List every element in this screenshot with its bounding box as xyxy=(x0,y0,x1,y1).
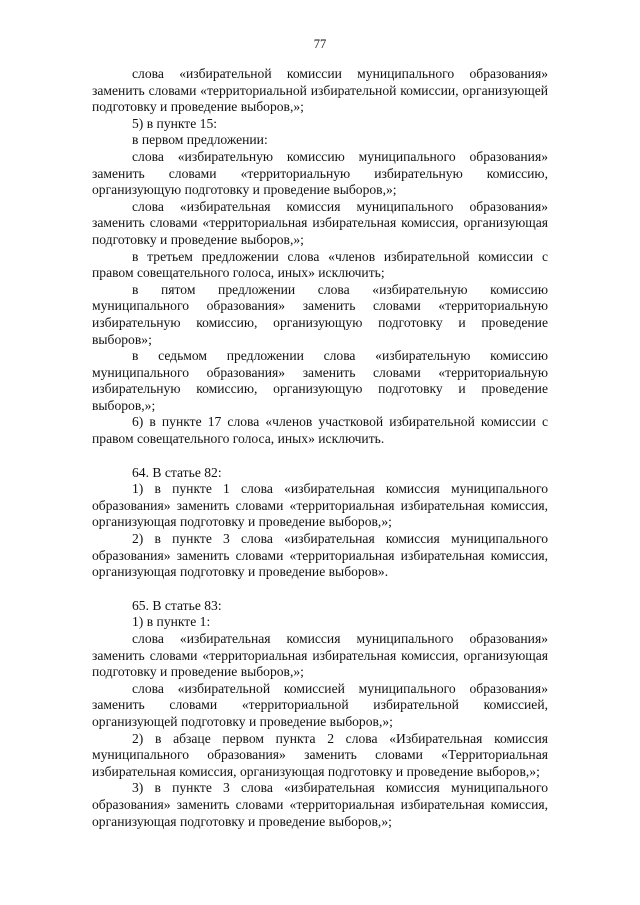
paragraph: 2) в абзаце первом пункта 2 слова «Избирательная комиссия муниципального образования» заменить словами «Территориальная избирательная комиссия, организующая подготовку и проведение выборов,»; xyxy=(92,730,548,779)
paragraph: слова «избирательной комиссии муниципального образования» заменить словами «территориальной избирательной комиссии, организующей подготовку и проведение выборов,»; xyxy=(92,66,548,115)
paragraph: 6) в пункте 17 слова «членов участковой избирательной комиссии с правом совещательного голоса, иных» исключить. xyxy=(92,414,548,447)
paragraph: 5) в пункте 15: xyxy=(132,115,218,131)
paragraph: в третьем предложении слова «членов избирательной комиссии с правом совещательного голоса, иных» исключить; xyxy=(92,248,548,281)
paragraph: в первом предложении: xyxy=(132,132,268,148)
paragraph: 3) в пункте 3 слова «избирательная комиссия муниципального образования» заменить словами «территориальная избирательная комиссия, организующая подготовку и проведение выборов,»; xyxy=(92,780,548,829)
paragraph: 2) в пункте 3 слова «избирательная комиссия муниципального образования» заменить словами «территориальная избирательная комиссия, организующая подготовку и проведение выборов». xyxy=(92,531,548,580)
paragraph: слова «избирательную комиссию муниципального образования» заменить словами «территориальную избирательную комиссию, организующую подготовку и проведение выборов,»; xyxy=(92,148,548,198)
paragraph: слова «избирательная комиссия муниципального образования» заменить словами «территориальная избирательная комиссия, организующая подготовку и проведение выборов,»; xyxy=(92,198,548,247)
article-heading: 64. В статье 82: xyxy=(132,464,222,480)
paragraph: 1) в пункте 1 слова «избирательная комиссия муниципального образования» заменить словами «территориальная избирательная комиссия, организующая подготовку и проведение выборов,»; xyxy=(92,481,548,530)
page-number: 77 xyxy=(313,37,327,51)
paragraph: в седьмом предложении слова «избирательную комиссию муниципального образования» заменить словами «территориальную избирательную комиссию, организующую подготовку и проведение выборов,»; xyxy=(92,348,548,413)
document-body xyxy=(92,66,548,830)
paragraph: в пятом предложении слова «избирательную комиссию муниципального образования» заменить словами «территориальную избирательную комиссию, организующую подготовку и проведение выборов»; xyxy=(92,281,548,347)
paragraph: слова «избирательной комиссией муниципального образования» заменить словами «территориальной избирательной комиссией, организующей подготовку и проведение выборов,»; xyxy=(92,680,548,729)
article-heading: 65. В статье 83: xyxy=(132,597,222,613)
paragraph: слова «избирательная комиссия муниципального образования» заменить словами «территориальная избирательная комиссия, организующая подготовку и проведение выборов,»; xyxy=(92,631,548,680)
paragraph: 1) в пункте 1: xyxy=(132,614,211,630)
